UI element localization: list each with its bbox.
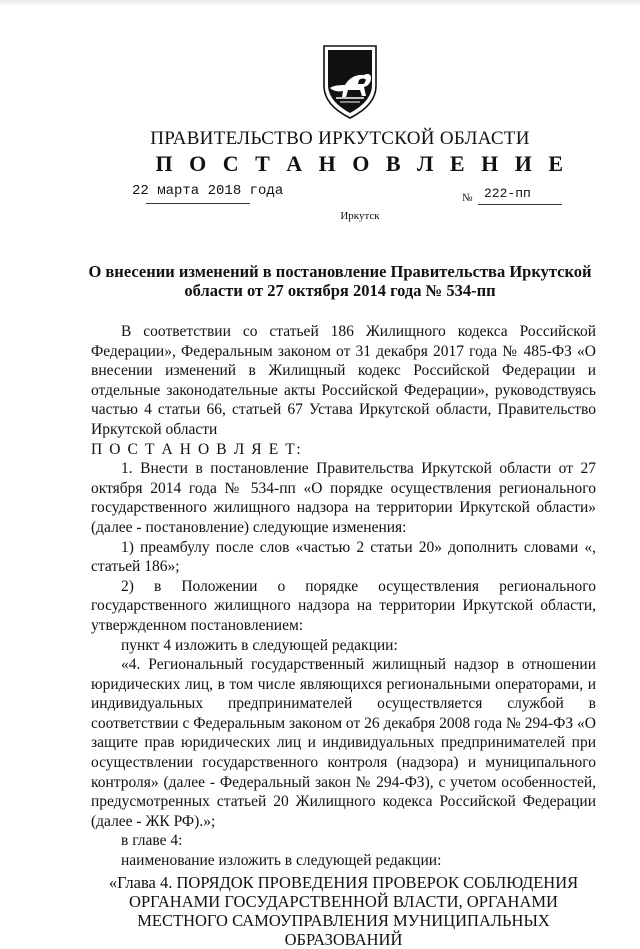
paragraph-point-4: пункт 4 изложить в следующей редакции: xyxy=(121,636,398,654)
paragraph-subitem-2: 2) в Положении о порядке осуществления регионального государственного жилищного надзора на территории Иркутской области, утвержденном постановлением: xyxy=(91,577,596,634)
document-type: П О С Т А Н О В Л Е Н И Е xyxy=(155,151,569,176)
document-subject: О внесении изменений в постановление Правительства Иркутской области от 27 октября 2014 года № 534-пп xyxy=(88,262,592,300)
paragraph-chapter-name: наименование изложить в следующей редакции: xyxy=(121,852,442,870)
paragraph-item-1: 1. Внести в постановление Правительства Иркутской области от 27 октября 2014 года № 534-пп «О порядке осуществления регионального государственного жилищного надзора на территории Иркутской области» (далее - постановление) следующие изменения: xyxy=(91,460,596,536)
document-number: 222-пп xyxy=(484,186,531,201)
document-body xyxy=(91,322,596,949)
number-underline xyxy=(478,204,562,205)
paragraph-chapter-4: в главе 4: xyxy=(121,832,183,850)
paragraph-preamble: В соответствии со статьей 186 Жилищного кодекса Российской Федерации», Федеральным законом от 31 декабря 2017 года № 485-ФЗ «О внесении изменений в Жилищный кодекс Российской Федерации и отдельные законодательные акты Российской Федерации», руководствуясь частью 4 статьи 66, статьей 67 Устава Иркутской области, Правительство Иркутской области xyxy=(91,323,596,438)
government-title: ПРАВИТЕЛЬСТВО ИРКУТСКОЙ ОБЛАСТИ xyxy=(150,128,530,149)
city-name: Иркутск xyxy=(340,210,380,222)
date-underline xyxy=(146,203,250,204)
decree-heading: П О С Т А Н О В Л Я Е Т: xyxy=(91,440,303,458)
chapter-title: «Глава 4. ПОРЯДОК ПРОВЕДЕНИЯ ПРОВЕРОК СОБЛЮДЕНИЯ ОРГАНАМИ ГОСУДАРСТВЕННОЙ ВЛАСТИ, ОРГАНАМИ МЕСТНОГО САМОУПРАВЛЕНИЯ МУНИЦИПАЛЬНЫХ ОБРАЗОВАНИЙ xyxy=(108,872,579,949)
number-sign: № xyxy=(462,192,473,204)
document-date: 22 марта 2018 года xyxy=(132,183,284,199)
irkutsk-coat-of-arms-icon xyxy=(318,40,382,120)
paragraph-point-4-text: «4. Региональный государственный жилищный надзор в отношении юридических лиц, в том числе являющихся региональными операторами, и индивидуальных предпринимателей осуществляется службой в соответствии с Федеральным законом от 26 декабря 2008 года № 294-ФЗ «О защите прав юридических лиц и индивидуальных предпринимателей при осуществлении государственного контроля (надзора) и муниципального контроля» (далее - Федеральный закон № 294-ФЗ), с учетом особенностей, предусмотренных статьей 20 Жилищного кодекса Российской Федерации (далее - ЖК РФ).»; xyxy=(91,656,596,830)
scan-edge xyxy=(0,0,640,6)
paragraph-subitem-1: 1) преамбулу после слов «частью 2 статьи 20» дополнить словами «, статьей 186»; xyxy=(91,538,596,576)
